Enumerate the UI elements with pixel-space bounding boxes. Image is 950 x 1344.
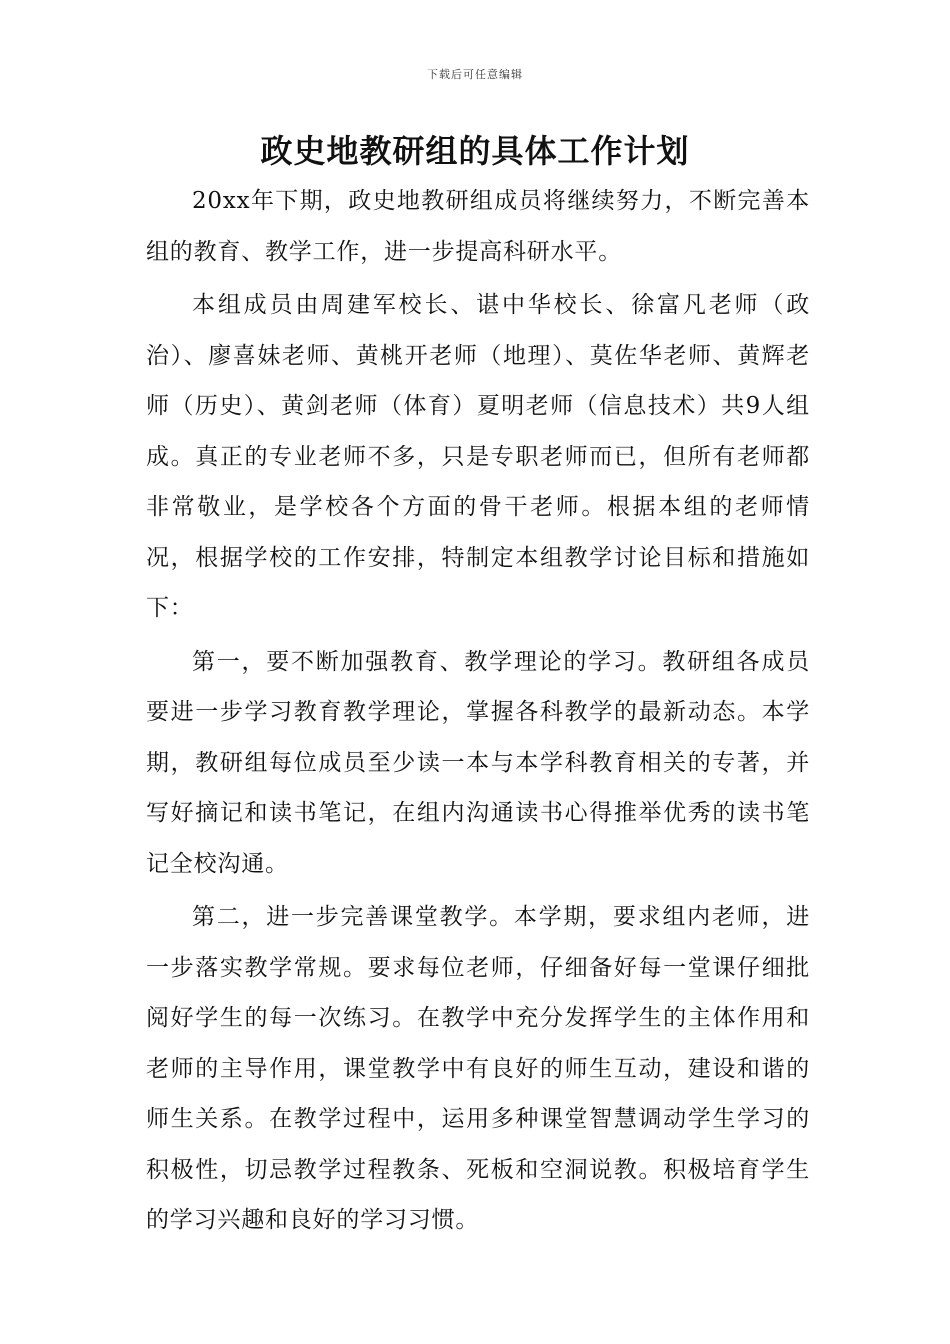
document-title: 政史地教研组的具体工作计划 [260, 132, 690, 170]
header-note: 下载后可任意编辑 [427, 68, 523, 81]
paragraph-intro: 20xx年下期，政史地教研组成员将继续努力，不断完善本组的教育、教学工作，进一步提高科研水平。 [146, 188, 810, 265]
document-body [146, 176, 810, 1246]
paragraph-point-1: 第一，要不断加强教育、教学理论的学习。教研组各成员要进一步学习教育教学理论，掌握各科教学的最新动态。本学期，教研组每位成员至少读一本与本学科教育相关的专著，并写好摘记和读书笔记，在组内沟通读书心得推举优秀的读书笔记全校沟通。 [146, 648, 810, 877]
paragraph-point-2: 第二，进一步完善课堂教学。本学期，要求组内老师，进一步落实教学常规。要求每位老师，仔细备好每一堂课仔细批阅好学生的每一次练习。在教学中充分发挥学生的主体作用和老师的主导作用，课堂教学中有良好的师生互动，建设和谐的师生关系。在教学过程中，运用多种课堂智慧调动学生学习的积极性，切忌教学过程教条、死板和空洞说教。积极培育学生的学习兴趣和良好的学习习惯。 [146, 904, 810, 1233]
paragraph-members: 本组成员由周建军校长、谌中华校长、徐富凡老师（政治）、廖喜妹老师、黄桃开老师（地理）、莫佐华老师、黄辉老师（历史）、黄剑老师（体育）夏明老师（信息技术）共9人组成。真正的专业老师不多，只是专职老师而已，但所有老师都非常敬业，是学校各个方面的骨干老师。根据本组的老师情况，根据学校的工作安排，特制定本组教学讨论目标和措施如下： [146, 292, 810, 621]
